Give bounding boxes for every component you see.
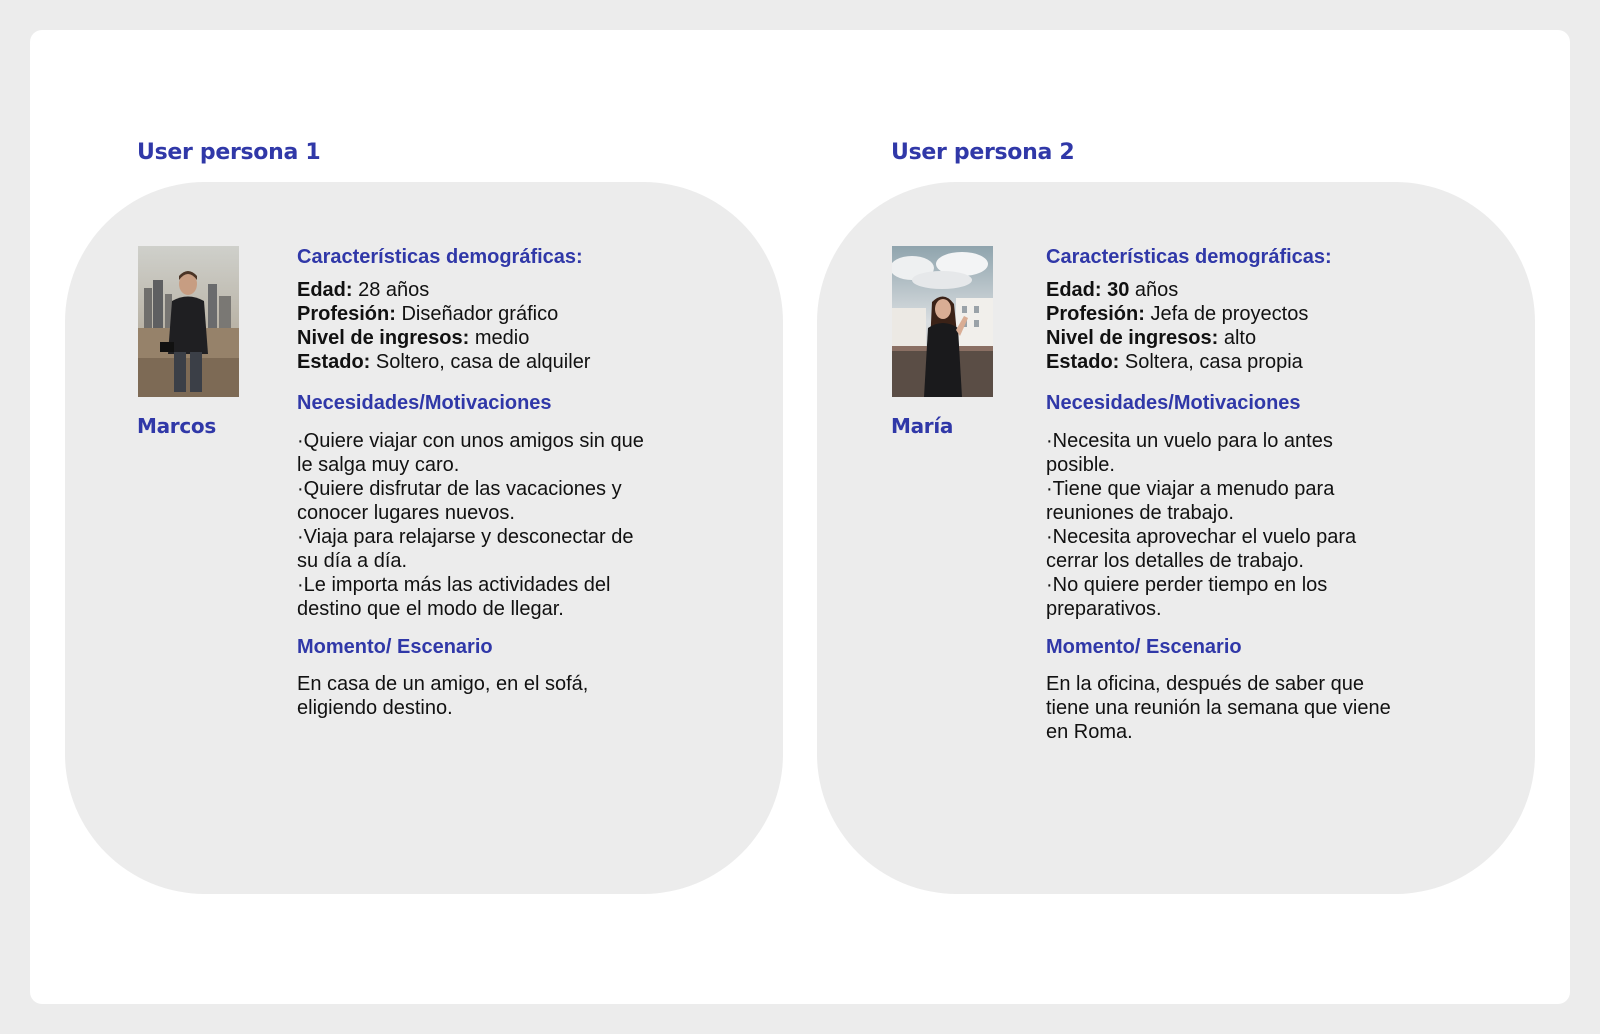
demographic-row bbox=[1046, 326, 1426, 350]
demographic-value: Jefa de proyectos bbox=[1144, 303, 1309, 325]
persona-1-photo bbox=[138, 246, 239, 397]
demographic-label: Nivel de ingresos: bbox=[297, 327, 470, 349]
need-item: ·Necesita un vuelo para lo antes posible. bbox=[1046, 430, 1333, 476]
demographic-row bbox=[297, 350, 677, 374]
demographic-label: Nivel de ingresos: bbox=[1046, 327, 1219, 349]
demographic-label: Estado: bbox=[297, 351, 371, 373]
need-item: ·Quiere viajar con unos amigos sin que le salga muy caro. bbox=[297, 430, 644, 476]
demographic-row bbox=[297, 278, 677, 302]
persona-2-needs bbox=[1046, 429, 1376, 621]
persona-1-heading: User persona 1 bbox=[137, 140, 321, 165]
demographic-label: Profesión: bbox=[297, 303, 396, 325]
demographic-value: Soltero, casa de alquiler bbox=[370, 351, 591, 373]
demographic-value: 28 años bbox=[352, 279, 430, 301]
demographic-label: Profesión: bbox=[1046, 303, 1145, 325]
demographic-row bbox=[297, 302, 677, 326]
demographic-row bbox=[1046, 278, 1426, 302]
persona-1-demographics-title: Características demográficas: bbox=[297, 246, 583, 268]
persona-2-name: María bbox=[891, 414, 954, 438]
persona-1-scenario-title: Momento/ Escenario bbox=[297, 636, 493, 658]
need-item: ·Le importa más las actividades del destino que el modo de llegar. bbox=[297, 574, 611, 620]
demographic-value: alto bbox=[1218, 327, 1257, 349]
persona-2-scenario-title: Momento/ Escenario bbox=[1046, 636, 1242, 658]
persona-2-heading: User persona 2 bbox=[891, 140, 1075, 165]
demographic-value: medio bbox=[469, 327, 530, 349]
demographic-value: Soltera, casa propia bbox=[1119, 351, 1303, 373]
persona-2-content bbox=[1046, 244, 1426, 744]
persona-1-scenario: En casa de un amigo, en el sofá, eligiendo destino. bbox=[297, 673, 589, 719]
demographic-row bbox=[1046, 302, 1426, 326]
demographic-value: años bbox=[1129, 279, 1179, 301]
need-item: ·Necesita aprovechar el vuelo para cerrar los detalles de trabajo. bbox=[1046, 526, 1357, 572]
persona-1-needs-title: Necesidades/Motivaciones bbox=[297, 392, 552, 414]
persona-2-needs-title: Necesidades/Motivaciones bbox=[1046, 392, 1301, 414]
demographic-label: Edad: bbox=[297, 279, 353, 301]
need-item: ·Viaja para relajarse y desconectar de su día a día. bbox=[297, 526, 634, 572]
persona-1-content bbox=[297, 244, 677, 720]
persona-1-name: Marcos bbox=[137, 414, 216, 438]
need-item: ·Quiere disfrutar de las vacaciones y conocer lugares nuevos. bbox=[297, 478, 622, 524]
persona-1-demographics bbox=[297, 278, 677, 374]
persona-2-demographics-title: Características demográficas: bbox=[1046, 246, 1332, 268]
demographic-label: Estado: bbox=[1046, 351, 1120, 373]
persona-2-photo bbox=[892, 246, 993, 397]
demographic-row bbox=[297, 326, 677, 350]
need-item: ·No quiere perder tiempo en los preparativos. bbox=[1046, 574, 1328, 620]
persona-2-demographics bbox=[1046, 278, 1426, 374]
demographic-label: Edad: 30 bbox=[1046, 279, 1130, 301]
need-item: ·Tiene que viajar a menudo para reuniones de trabajo. bbox=[1046, 478, 1335, 524]
persona-2-scenario: En la oficina, después de saber que tiene una reunión la semana que viene en Roma. bbox=[1046, 673, 1391, 743]
demographic-value: Diseñador gráfico bbox=[395, 303, 559, 325]
persona-1-needs bbox=[297, 429, 653, 621]
demographic-row bbox=[1046, 350, 1426, 374]
